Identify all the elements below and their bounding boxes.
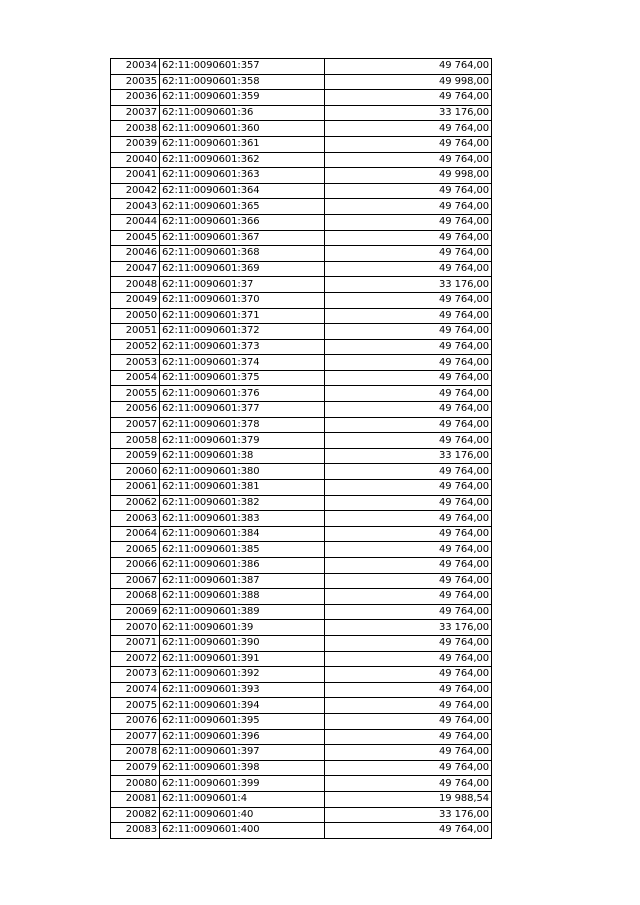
table-row — [111, 448, 492, 464]
row-number-cell: 20060 — [111, 464, 160, 480]
cadastral-number-cell: 62:11:0090601:381 — [160, 480, 325, 496]
table-row — [111, 729, 492, 745]
row-number-cell: 20074 — [111, 682, 160, 698]
cadastral-value-cell: 19 988,54 — [325, 791, 492, 807]
row-number-cell: 20040 — [111, 152, 160, 168]
table-row — [111, 635, 492, 651]
cadastral-value-cell: 49 764,00 — [325, 698, 492, 714]
cadastral-number-cell: 62:11:0090601:4 — [160, 791, 325, 807]
row-number-cell: 20043 — [111, 199, 160, 215]
cadastral-number-cell: 62:11:0090601:378 — [160, 417, 325, 433]
row-number-cell: 20042 — [111, 183, 160, 199]
cadastral-number-cell: 62:11:0090601:385 — [160, 542, 325, 558]
cadastral-value-cell: 49 764,00 — [325, 246, 492, 262]
row-number-cell: 20077 — [111, 729, 160, 745]
cadastral-value-cell: 49 764,00 — [325, 558, 492, 574]
row-number-cell: 20061 — [111, 480, 160, 496]
table-row — [111, 495, 492, 511]
row-number-cell: 20069 — [111, 604, 160, 620]
row-number-cell: 20035 — [111, 74, 160, 90]
table-row — [111, 589, 492, 605]
cadastral-value-cell: 49 764,00 — [325, 136, 492, 152]
cadastral-value-cell: 49 764,00 — [325, 480, 492, 496]
table-row — [111, 152, 492, 168]
row-number-cell: 20066 — [111, 558, 160, 574]
row-number-cell: 20063 — [111, 511, 160, 527]
table-row — [111, 573, 492, 589]
table-row — [111, 682, 492, 698]
cadastral-value-cell: 49 764,00 — [325, 90, 492, 106]
table-row — [111, 136, 492, 152]
cadastral-value-cell: 49 764,00 — [325, 464, 492, 480]
table-row — [111, 760, 492, 776]
cadastral-value-cell: 49 764,00 — [325, 682, 492, 698]
table-row — [111, 402, 492, 418]
cadastral-value-cell: 49 764,00 — [325, 183, 492, 199]
cadastral-value-cell: 49 764,00 — [325, 355, 492, 371]
table-row — [111, 526, 492, 542]
cadastral-number-cell: 62:11:0090601:359 — [160, 90, 325, 106]
cadastral-value-table — [110, 58, 492, 839]
cadastral-value-cell: 49 764,00 — [325, 667, 492, 683]
cadastral-value-cell: 49 764,00 — [325, 370, 492, 386]
cadastral-number-cell: 62:11:0090601:388 — [160, 589, 325, 605]
row-number-cell: 20076 — [111, 713, 160, 729]
table-row — [111, 308, 492, 324]
cadastral-number-cell: 62:11:0090601:36 — [160, 105, 325, 121]
cadastral-number-cell: 62:11:0090601:380 — [160, 464, 325, 480]
cadastral-value-cell: 49 764,00 — [325, 214, 492, 230]
table-row — [111, 90, 492, 106]
table-row — [111, 59, 492, 75]
cadastral-number-cell: 62:11:0090601:391 — [160, 651, 325, 667]
table-row — [111, 542, 492, 558]
cadastral-number-cell: 62:11:0090601:397 — [160, 745, 325, 761]
table-row — [111, 214, 492, 230]
cadastral-value-cell: 49 764,00 — [325, 199, 492, 215]
table-row — [111, 745, 492, 761]
row-number-cell: 20055 — [111, 386, 160, 402]
cadastral-value-cell: 49 764,00 — [325, 386, 492, 402]
cadastral-number-cell: 62:11:0090601:365 — [160, 199, 325, 215]
row-number-cell: 20037 — [111, 105, 160, 121]
row-number-cell: 20071 — [111, 635, 160, 651]
row-number-cell: 20078 — [111, 745, 160, 761]
table-row — [111, 246, 492, 262]
table-row — [111, 433, 492, 449]
table-row — [111, 121, 492, 137]
cadastral-number-cell: 62:11:0090601:361 — [160, 136, 325, 152]
row-number-cell: 20068 — [111, 589, 160, 605]
cadastral-value-cell: 49 764,00 — [325, 339, 492, 355]
row-number-cell: 20051 — [111, 324, 160, 340]
table-row — [111, 604, 492, 620]
table-row — [111, 370, 492, 386]
row-number-cell: 20081 — [111, 791, 160, 807]
table-body — [111, 59, 492, 839]
table-row — [111, 776, 492, 792]
cadastral-number-cell: 62:11:0090601:38 — [160, 448, 325, 464]
table-row — [111, 698, 492, 714]
cadastral-value-cell: 49 764,00 — [325, 433, 492, 449]
cadastral-value-cell: 33 176,00 — [325, 807, 492, 823]
row-number-cell: 20058 — [111, 433, 160, 449]
cadastral-number-cell: 62:11:0090601:390 — [160, 635, 325, 651]
cadastral-value-cell: 49 998,00 — [325, 74, 492, 90]
cadastral-number-cell: 62:11:0090601:386 — [160, 558, 325, 574]
cadastral-value-cell: 49 764,00 — [325, 511, 492, 527]
cadastral-number-cell: 62:11:0090601:40 — [160, 807, 325, 823]
cadastral-value-cell: 49 764,00 — [325, 495, 492, 511]
row-number-cell: 20080 — [111, 776, 160, 792]
table-row — [111, 339, 492, 355]
row-number-cell: 20045 — [111, 230, 160, 246]
cadastral-value-cell: 49 764,00 — [325, 59, 492, 75]
row-number-cell: 20057 — [111, 417, 160, 433]
cadastral-number-cell: 62:11:0090601:398 — [160, 760, 325, 776]
table-row — [111, 168, 492, 184]
table-row — [111, 417, 492, 433]
cadastral-value-cell: 49 764,00 — [325, 308, 492, 324]
table-row — [111, 199, 492, 215]
table-row — [111, 823, 492, 839]
cadastral-number-cell: 62:11:0090601:392 — [160, 667, 325, 683]
table-row — [111, 651, 492, 667]
table-row — [111, 807, 492, 823]
row-number-cell: 20036 — [111, 90, 160, 106]
cadastral-value-cell: 33 176,00 — [325, 448, 492, 464]
cadastral-number-cell: 62:11:0090601:37 — [160, 277, 325, 293]
cadastral-number-cell: 62:11:0090601:375 — [160, 370, 325, 386]
row-number-cell: 20044 — [111, 214, 160, 230]
cadastral-number-cell: 62:11:0090601:382 — [160, 495, 325, 511]
row-number-cell: 20067 — [111, 573, 160, 589]
cadastral-value-cell: 49 764,00 — [325, 152, 492, 168]
row-number-cell: 20065 — [111, 542, 160, 558]
row-number-cell: 20070 — [111, 620, 160, 636]
cadastral-value-cell: 49 764,00 — [325, 651, 492, 667]
cadastral-number-cell: 62:11:0090601:396 — [160, 729, 325, 745]
table-row — [111, 105, 492, 121]
cadastral-number-cell: 62:11:0090601:368 — [160, 246, 325, 262]
row-number-cell: 20073 — [111, 667, 160, 683]
cadastral-value-cell: 49 764,00 — [325, 776, 492, 792]
cadastral-value-cell: 49 764,00 — [325, 573, 492, 589]
row-number-cell: 20083 — [111, 823, 160, 839]
row-number-cell: 20047 — [111, 261, 160, 277]
row-number-cell: 20075 — [111, 698, 160, 714]
row-number-cell: 20041 — [111, 168, 160, 184]
cadastral-number-cell: 62:11:0090601:399 — [160, 776, 325, 792]
table-row — [111, 261, 492, 277]
cadastral-value-cell: 33 176,00 — [325, 277, 492, 293]
cadastral-number-cell: 62:11:0090601:367 — [160, 230, 325, 246]
cadastral-value-cell: 49 764,00 — [325, 526, 492, 542]
cadastral-number-cell: 62:11:0090601:370 — [160, 292, 325, 308]
row-number-cell: 20048 — [111, 277, 160, 293]
row-number-cell: 20050 — [111, 308, 160, 324]
cadastral-value-cell: 49 764,00 — [325, 542, 492, 558]
cadastral-value-cell: 49 764,00 — [325, 417, 492, 433]
row-number-cell: 20056 — [111, 402, 160, 418]
cadastral-number-cell: 62:11:0090601:362 — [160, 152, 325, 168]
cadastral-value-cell: 33 176,00 — [325, 620, 492, 636]
table-row — [111, 620, 492, 636]
cadastral-value-cell: 33 176,00 — [325, 105, 492, 121]
cadastral-value-cell: 49 764,00 — [325, 823, 492, 839]
cadastral-value-cell: 49 764,00 — [325, 402, 492, 418]
table-row — [111, 667, 492, 683]
row-number-cell: 20049 — [111, 292, 160, 308]
table-row — [111, 511, 492, 527]
cadastral-value-cell: 49 764,00 — [325, 635, 492, 651]
cadastral-number-cell: 62:11:0090601:369 — [160, 261, 325, 277]
table-row — [111, 386, 492, 402]
table-row — [111, 480, 492, 496]
document-page — [110, 58, 492, 839]
cadastral-number-cell: 62:11:0090601:371 — [160, 308, 325, 324]
cadastral-number-cell: 62:11:0090601:387 — [160, 573, 325, 589]
cadastral-number-cell: 62:11:0090601:360 — [160, 121, 325, 137]
cadastral-number-cell: 62:11:0090601:364 — [160, 183, 325, 199]
cadastral-number-cell: 62:11:0090601:383 — [160, 511, 325, 527]
cadastral-number-cell: 62:11:0090601:394 — [160, 698, 325, 714]
cadastral-value-cell: 49 764,00 — [325, 324, 492, 340]
row-number-cell: 20052 — [111, 339, 160, 355]
cadastral-value-cell: 49 764,00 — [325, 292, 492, 308]
cadastral-value-cell: 49 764,00 — [325, 729, 492, 745]
row-number-cell: 20054 — [111, 370, 160, 386]
cadastral-number-cell: 62:11:0090601:374 — [160, 355, 325, 371]
cadastral-value-cell: 49 764,00 — [325, 713, 492, 729]
row-number-cell: 20046 — [111, 246, 160, 262]
table-row — [111, 713, 492, 729]
table-row — [111, 558, 492, 574]
cadastral-number-cell: 62:11:0090601:395 — [160, 713, 325, 729]
row-number-cell: 20053 — [111, 355, 160, 371]
table-row — [111, 791, 492, 807]
cadastral-value-cell: 49 998,00 — [325, 168, 492, 184]
cadastral-value-cell: 49 764,00 — [325, 760, 492, 776]
row-number-cell: 20072 — [111, 651, 160, 667]
table-row — [111, 355, 492, 371]
row-number-cell: 20082 — [111, 807, 160, 823]
cadastral-number-cell: 62:11:0090601:384 — [160, 526, 325, 542]
cadastral-value-cell: 49 764,00 — [325, 604, 492, 620]
table-row — [111, 324, 492, 340]
cadastral-value-cell: 49 764,00 — [325, 589, 492, 605]
row-number-cell: 20034 — [111, 59, 160, 75]
table-row — [111, 277, 492, 293]
cadastral-number-cell: 62:11:0090601:376 — [160, 386, 325, 402]
cadastral-value-cell: 49 764,00 — [325, 121, 492, 137]
cadastral-number-cell: 62:11:0090601:377 — [160, 402, 325, 418]
cadastral-number-cell: 62:11:0090601:357 — [160, 59, 325, 75]
cadastral-value-cell: 49 764,00 — [325, 261, 492, 277]
row-number-cell: 20059 — [111, 448, 160, 464]
cadastral-value-cell: 49 764,00 — [325, 745, 492, 761]
table-row — [111, 292, 492, 308]
cadastral-number-cell: 62:11:0090601:363 — [160, 168, 325, 184]
cadastral-number-cell: 62:11:0090601:400 — [160, 823, 325, 839]
cadastral-number-cell: 62:11:0090601:372 — [160, 324, 325, 340]
table-row — [111, 183, 492, 199]
row-number-cell: 20079 — [111, 760, 160, 776]
table-row — [111, 230, 492, 246]
row-number-cell: 20064 — [111, 526, 160, 542]
row-number-cell: 20038 — [111, 121, 160, 137]
cadastral-number-cell: 62:11:0090601:393 — [160, 682, 325, 698]
cadastral-number-cell: 62:11:0090601:358 — [160, 74, 325, 90]
cadastral-number-cell: 62:11:0090601:379 — [160, 433, 325, 449]
cadastral-number-cell: 62:11:0090601:389 — [160, 604, 325, 620]
cadastral-number-cell: 62:11:0090601:373 — [160, 339, 325, 355]
cadastral-value-cell: 49 764,00 — [325, 230, 492, 246]
cadastral-number-cell: 62:11:0090601:39 — [160, 620, 325, 636]
cadastral-number-cell: 62:11:0090601:366 — [160, 214, 325, 230]
row-number-cell: 20062 — [111, 495, 160, 511]
table-row — [111, 74, 492, 90]
row-number-cell: 20039 — [111, 136, 160, 152]
table-row — [111, 464, 492, 480]
